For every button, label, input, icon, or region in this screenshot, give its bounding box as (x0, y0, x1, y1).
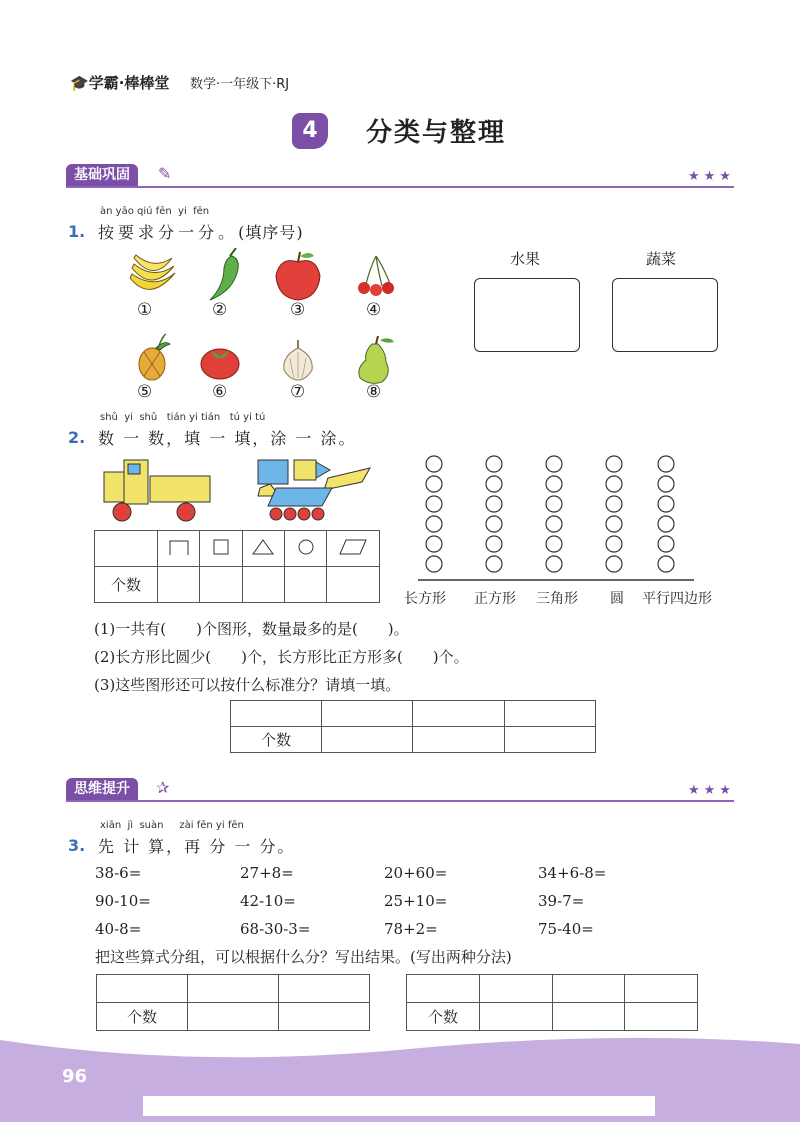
color-circle[interactable] (426, 456, 442, 472)
truck-icon (104, 460, 210, 521)
color-circle[interactable] (606, 456, 622, 472)
color-circle[interactable] (658, 556, 674, 572)
item-label: ④ (366, 300, 382, 320)
color-circle[interactable] (486, 556, 502, 572)
item-label: ① (137, 300, 153, 320)
difficulty-stars: ★★★ (688, 169, 735, 184)
color-circle[interactable] (486, 496, 502, 512)
q2-sub2: (2)长方形比圆少( )个，长方形比正方形多( )个。 (94, 648, 469, 666)
section-advanced-tab: 思维提升 (66, 778, 138, 800)
color-circle[interactable] (606, 476, 622, 492)
count-row-label: 个数 (407, 1003, 480, 1031)
chart-label: 平行四边形 (642, 591, 712, 607)
color-circle[interactable] (426, 556, 442, 572)
color-circle[interactable] (546, 536, 562, 552)
q2-count-table (94, 530, 380, 603)
q3-prompt: 把这些算式分组，可以根据什么分？写出结果。(写出两种分法) (95, 948, 512, 966)
section-divider (66, 186, 734, 188)
expression: 42-10= (240, 892, 296, 910)
tomato-icon (201, 349, 239, 379)
q3-table-a (96, 974, 370, 1031)
pear-icon (359, 336, 394, 383)
veg-box-label: 蔬菜 (646, 250, 677, 268)
chart-label: 圆 (610, 591, 624, 607)
color-circle[interactable] (546, 476, 562, 492)
fruit-box-label: 水果 (510, 250, 541, 268)
expression: 68-30-3= (240, 920, 311, 938)
garlic-icon (284, 340, 312, 380)
expression: 38-6= (95, 864, 142, 882)
color-circle[interactable] (426, 516, 442, 532)
color-circle[interactable] (426, 476, 442, 492)
shapes-picture (100, 456, 375, 526)
item-label: ⑥ (212, 382, 228, 402)
color-circle[interactable] (486, 456, 502, 472)
color-circle[interactable] (546, 556, 562, 572)
q2-sub3: (3)这些图形还可以按什么标准分？请填一填。 (94, 676, 401, 694)
item-label: ③ (290, 300, 306, 320)
color-circle[interactable] (486, 476, 502, 492)
circle-chart (410, 452, 700, 584)
expression: 40-8= (95, 920, 142, 938)
q3-table-b (406, 974, 698, 1031)
q1-pinyin: àn yāo qiú fēn yi fēn (100, 206, 210, 217)
q2-sub1: (1)一共有( )个图形，数量最多的是( )。 (94, 620, 409, 638)
color-circle[interactable] (606, 536, 622, 552)
chapter-number: 4 (292, 113, 328, 149)
count-cell[interactable] (327, 567, 380, 603)
color-circle[interactable] (658, 536, 674, 552)
q3-text: 先 计 算，再 分 一 分。 (98, 837, 296, 856)
color-circle[interactable] (658, 456, 674, 472)
veg-answer-box[interactable] (612, 278, 718, 352)
color-circle[interactable] (658, 516, 674, 532)
item-label: ⑤ (137, 382, 153, 402)
expression: 34+6-8= (538, 864, 607, 882)
color-circle[interactable] (606, 516, 622, 532)
count-cell[interactable] (285, 567, 327, 603)
pineapple-icon (139, 334, 170, 380)
q1-text: 按要求分一分。(填序号) (98, 223, 304, 242)
chart-label: 长方形 (404, 591, 446, 607)
brand-logo: 🎓学霸·棒棒堂 (70, 74, 170, 92)
q2-pinyin: shǔ yi shǔ tián yi tián tú yi tú (100, 412, 266, 423)
banana-icon (130, 255, 175, 289)
chart-label: 正方形 (474, 591, 516, 607)
color-circle[interactable] (606, 496, 622, 512)
pencil-icon: ✎ (158, 164, 172, 183)
count-row-label: 个数 (231, 727, 322, 753)
sparkle-star-icon: ✰ (156, 778, 170, 797)
item-label: ② (212, 300, 228, 320)
page-number: 96 (62, 1066, 88, 1087)
color-circle[interactable] (426, 536, 442, 552)
pepper-icon (210, 248, 238, 300)
tank-icon (258, 460, 370, 520)
section-divider (66, 800, 734, 802)
cherry-icon (358, 256, 394, 296)
chart-label: 三角形 (536, 591, 578, 607)
color-circle[interactable] (546, 496, 562, 512)
chapter-title: 分类与整理 (366, 118, 507, 148)
count-row-label: 个数 (97, 1003, 188, 1031)
color-circle[interactable] (546, 516, 562, 532)
count-cell[interactable] (200, 567, 242, 603)
item-label: ⑦ (290, 382, 306, 402)
color-circle[interactable] (606, 556, 622, 572)
cap-icon: 🎓 (70, 74, 89, 92)
color-circle[interactable] (486, 516, 502, 532)
apple-icon (276, 252, 320, 300)
color-circle[interactable] (546, 456, 562, 472)
parallelogram-header (327, 531, 380, 567)
expression: 27+8= (240, 864, 294, 882)
triangle-header (242, 531, 284, 567)
count-row-label: 个数 (95, 567, 158, 603)
section-basic-tab: 基础巩固 (66, 164, 138, 186)
expression: 90-10= (95, 892, 151, 910)
count-cell[interactable] (242, 567, 284, 603)
count-cell[interactable] (158, 567, 200, 603)
square-header (200, 531, 242, 567)
q3-pinyin: xiān jì suàn zài fēn yi fēn (100, 820, 244, 831)
expression: 39-7= (538, 892, 585, 910)
q2-number: 2. (68, 428, 86, 447)
q3-number: 3. (68, 836, 86, 855)
q2-text: 数 一 数，填 一 填，涂 一 涂。 (98, 429, 357, 448)
expression: 25+10= (384, 892, 448, 910)
q1-number: 1. (68, 222, 86, 241)
q2-classify-table (230, 700, 596, 753)
difficulty-stars: ★★★ (688, 783, 735, 798)
color-circle[interactable] (486, 536, 502, 552)
expression: 20+60= (384, 864, 448, 882)
expression: 78+2= (384, 920, 438, 938)
circle-header (285, 531, 327, 567)
rectangle-header (158, 531, 200, 567)
expression: 75-40= (538, 920, 594, 938)
color-circle[interactable] (426, 496, 442, 512)
subject-label: 数学·一年级下·RJ (190, 77, 290, 92)
item-label: ⑧ (366, 382, 382, 402)
color-circle[interactable] (658, 476, 674, 492)
color-circle[interactable] (658, 496, 674, 512)
fruit-answer-box[interactable] (474, 278, 580, 352)
footer-strip (143, 1096, 655, 1116)
